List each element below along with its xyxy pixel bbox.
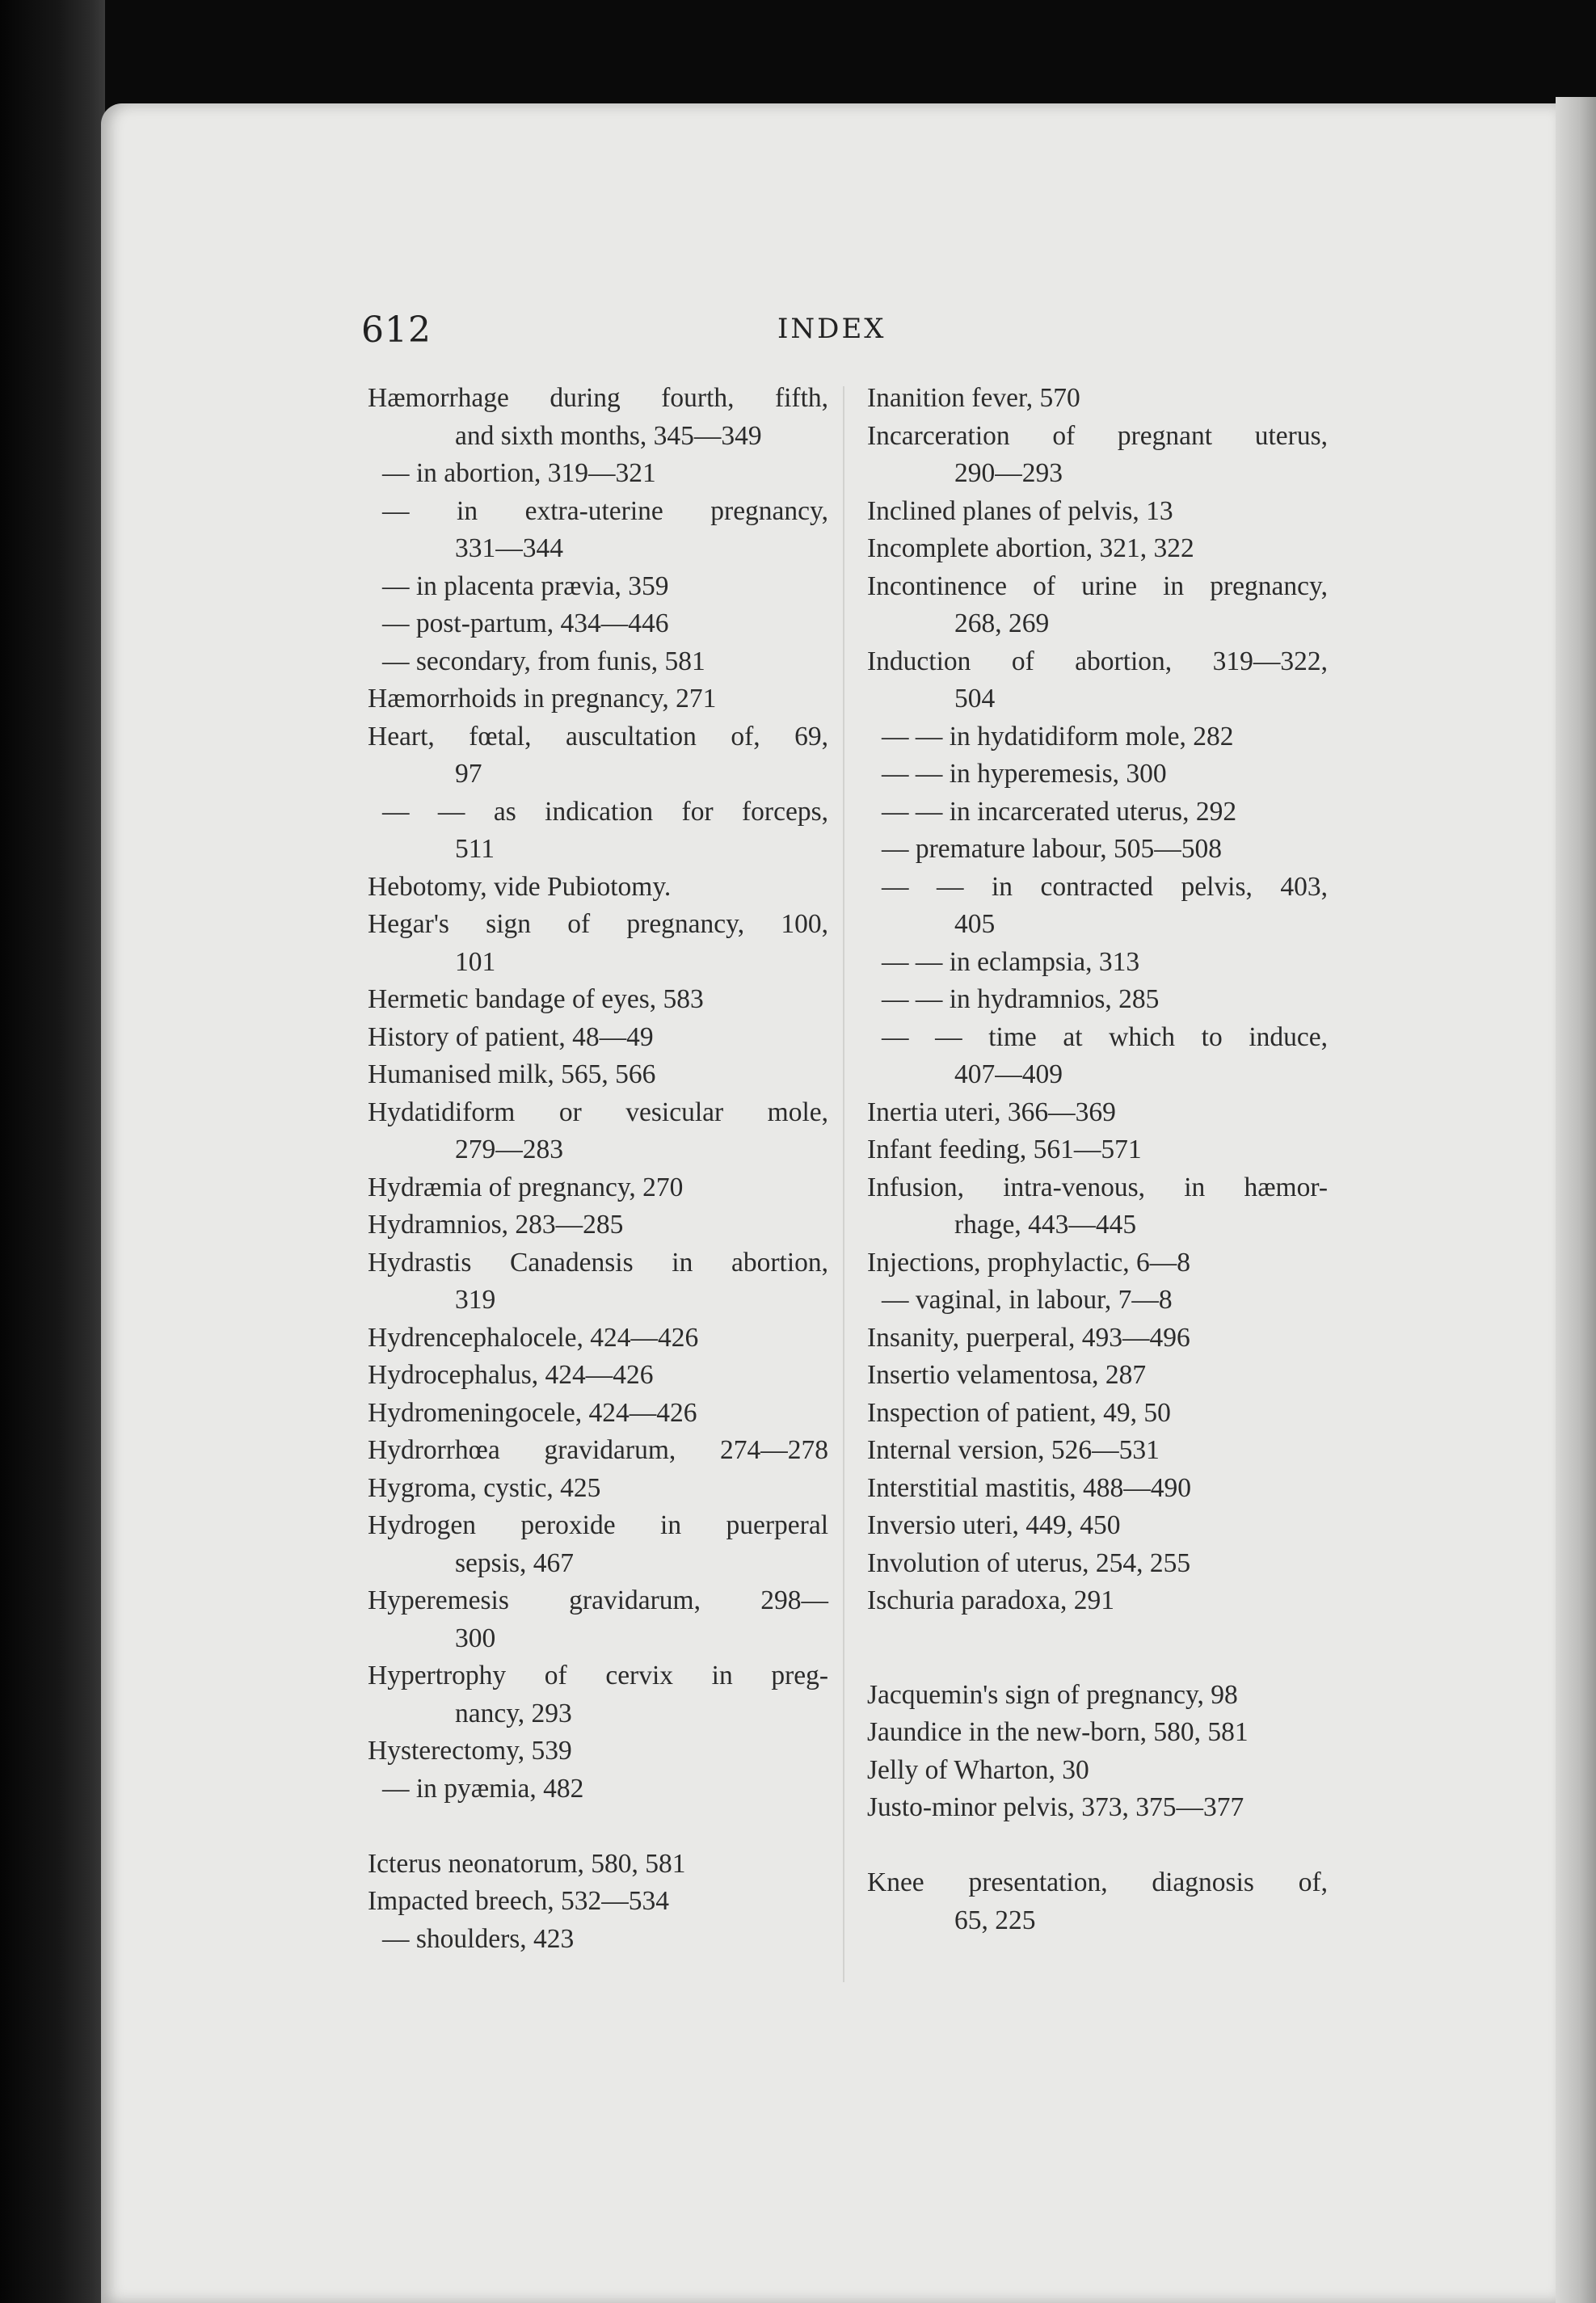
index-column-right bbox=[867, 380, 1328, 1939]
index-line: Humanised milk, 565, 566 bbox=[368, 1059, 656, 1089]
index-line: Inclined planes of pelvis, 13 bbox=[867, 495, 1173, 526]
index-line: Hydrogen peroxide in puerperal bbox=[368, 1510, 828, 1540]
index-line: 407—409 bbox=[954, 1059, 1063, 1089]
index-line: Hæmorrhage during fourth, fifth, bbox=[368, 383, 828, 413]
index-line: Hyperemesis gravidarum, 298— bbox=[368, 1585, 828, 1615]
index-line: Jaundice in the new-born, 580, 581 bbox=[867, 1717, 1249, 1747]
index-line: Jelly of Wharton, 30 bbox=[867, 1754, 1089, 1785]
index-column-left bbox=[368, 380, 828, 1958]
index-line: Involution of uterus, 254, 255 bbox=[867, 1547, 1191, 1578]
index-line: 97 bbox=[455, 759, 482, 789]
section-gap bbox=[867, 1827, 1328, 1865]
index-line: 319 bbox=[455, 1285, 496, 1315]
index-line: — — as indication for forceps, bbox=[382, 796, 828, 827]
index-line: 290—293 bbox=[954, 458, 1063, 488]
index-line: Infant feeding, 561—571 bbox=[867, 1135, 1142, 1164]
index-line: Infusion, intra-venous, in hæmor- bbox=[867, 1172, 1328, 1202]
section-gap bbox=[368, 1808, 828, 1846]
index-line: and sixth months, 345—349 bbox=[455, 420, 762, 451]
index-line: History of patient, 48—49 bbox=[368, 1021, 654, 1052]
index-line: 279—283 bbox=[455, 1135, 563, 1164]
index-line: Insanity, puerperal, 493—496 bbox=[867, 1322, 1190, 1353]
index-line: Incomplete abortion, 321, 322 bbox=[867, 533, 1194, 563]
index-line: Incontinence of urine in pregnancy, bbox=[867, 570, 1328, 601]
index-line: — shoulders, 423 bbox=[382, 1923, 575, 1954]
index-line: Impacted breech, 532—534 bbox=[368, 1886, 670, 1916]
index-line: Icterus neonatorum, 580, 581 bbox=[368, 1848, 686, 1879]
index-line: — — in hydramnios, 285 bbox=[882, 984, 1160, 1014]
index-line: Hydramnios, 283—285 bbox=[368, 1210, 624, 1240]
index-line: Insertio velamentosa, 287 bbox=[867, 1360, 1147, 1390]
index-line: Hydræmia of pregnancy, 270 bbox=[368, 1172, 684, 1202]
index-line: — vaginal, in labour, 7—8 bbox=[882, 1285, 1173, 1315]
index-line: 101 bbox=[455, 946, 496, 977]
index-line: Inertia uteri, 366—369 bbox=[867, 1097, 1116, 1127]
index-line: 65, 225 bbox=[954, 1905, 1036, 1935]
index-line: — — in hyperemesis, 300 bbox=[882, 759, 1167, 789]
index-line: Injections, prophylactic, 6—8 bbox=[867, 1247, 1191, 1278]
index-line: — in abortion, 319—321 bbox=[382, 458, 656, 488]
index-line: Hegar's sign of pregnancy, 100, bbox=[368, 909, 828, 939]
index-line: nancy, 293 bbox=[455, 1698, 572, 1728]
index-line: Hydrencephalocele, 424—426 bbox=[368, 1322, 699, 1353]
index-line: Inanition fever, 570 bbox=[867, 383, 1080, 413]
index-line: Hysterectomy, 539 bbox=[368, 1736, 572, 1766]
index-line: Hermetic bandage of eyes, 583 bbox=[368, 984, 704, 1014]
index-line: Hypertrophy of cervix in preg- bbox=[368, 1661, 828, 1690]
index-line: 268, 269 bbox=[954, 608, 1050, 638]
index-line: Hydatidiform or vesicular mole, bbox=[368, 1097, 828, 1127]
index-line: Jacquemin's sign of pregnancy, 98 bbox=[867, 1679, 1238, 1710]
index-line: Internal version, 526—531 bbox=[867, 1435, 1160, 1465]
index-line: — — in hydatidiform mole, 282 bbox=[882, 721, 1234, 752]
index-line: Justo-minor pelvis, 373, 375—377 bbox=[867, 1792, 1244, 1822]
index-line: — — in incarcerated uterus, 292 bbox=[882, 796, 1237, 827]
index-line: Hydrorrhœa gravidarum, 274—278 bbox=[368, 1435, 828, 1465]
index-line: — — in eclampsia, 313 bbox=[882, 946, 1140, 977]
index-line: 405 bbox=[954, 909, 996, 939]
scan-border-left bbox=[0, 0, 105, 2303]
index-line: Hæmorrhoids in pregnancy, 271 bbox=[368, 684, 717, 714]
index-line: Hebotomy, vide Pubiotomy. bbox=[368, 871, 672, 902]
index-line: — post-partum, 434—446 bbox=[382, 608, 669, 638]
index-line: Inspection of patient, 49, 50 bbox=[867, 1397, 1171, 1428]
index-line: — in pyæmia, 482 bbox=[382, 1773, 584, 1804]
book-page bbox=[101, 103, 1556, 2303]
index-line: Heart, fœtal, auscultation of, 69, bbox=[368, 721, 828, 752]
page-number: 612 bbox=[361, 309, 432, 351]
index-line: 504 bbox=[954, 684, 996, 714]
index-line: Hydrastis Canadensis in abortion, bbox=[368, 1247, 828, 1278]
index-line: — in placenta prævia, 359 bbox=[382, 570, 669, 601]
index-line: 511 bbox=[455, 834, 495, 864]
index-line: sepsis, 467 bbox=[455, 1547, 575, 1578]
index-line: 331—344 bbox=[455, 533, 563, 563]
index-line: Ischuria paradoxa, 291 bbox=[867, 1585, 1115, 1615]
index-line: Incarceration of pregnant uterus, bbox=[867, 420, 1328, 451]
index-line: Interstitial mastitis, 488—490 bbox=[867, 1472, 1192, 1503]
index-line: Knee presentation, diagnosis of, bbox=[867, 1867, 1328, 1897]
index-line: Hydrocephalus, 424—426 bbox=[368, 1360, 654, 1390]
index-line: Hygroma, cystic, 425 bbox=[368, 1472, 601, 1503]
index-line: rhage, 443—445 bbox=[954, 1210, 1137, 1240]
section-gap bbox=[867, 1620, 1328, 1677]
index-line: Induction of abortion, 319—322, bbox=[867, 646, 1328, 676]
index-line: Hydromeningocele, 424—426 bbox=[368, 1397, 697, 1428]
column-divider bbox=[843, 386, 844, 1982]
index-line: — — time at which to induce, bbox=[882, 1021, 1328, 1052]
index-line: — — in contracted pelvis, 403, bbox=[882, 871, 1328, 902]
running-head: INDEX bbox=[777, 313, 886, 345]
scan-border-right bbox=[1556, 97, 1596, 2303]
index-line: — in extra-uterine pregnancy, bbox=[382, 495, 828, 526]
index-line: — premature labour, 505—508 bbox=[882, 834, 1223, 864]
index-line: — secondary, from funis, 581 bbox=[382, 646, 705, 676]
index-line: Inversio uteri, 449, 450 bbox=[867, 1510, 1121, 1540]
index-line: 300 bbox=[455, 1623, 496, 1653]
